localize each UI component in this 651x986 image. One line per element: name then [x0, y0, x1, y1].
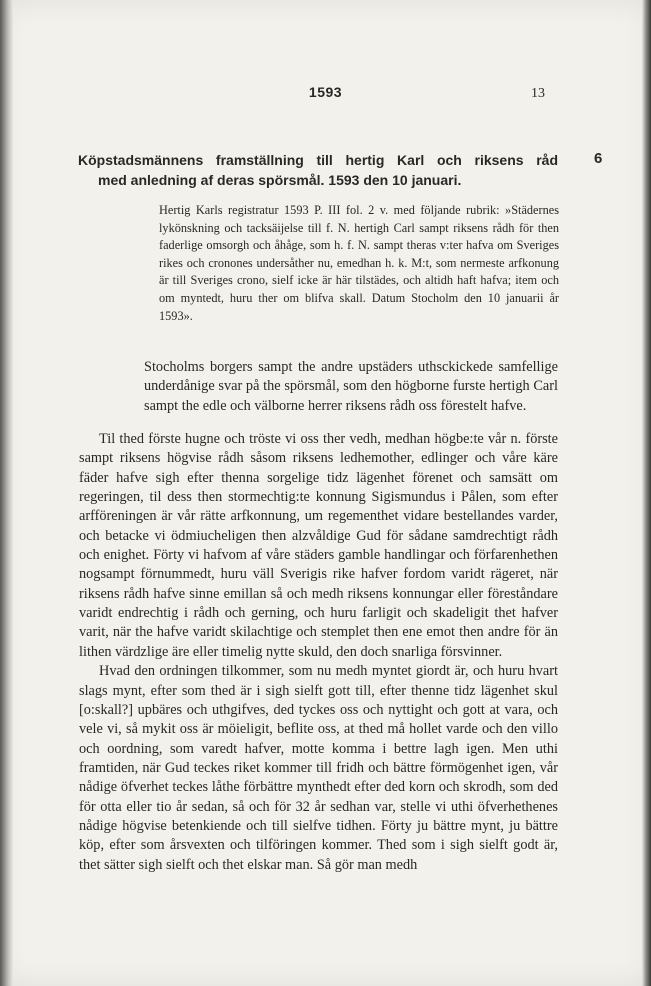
body-paragraph-1: Til thed förste hugne och tröste vi oss ther vedh, medhan högbe:te vår n. förste sampt riksens högvise rådh såsom riksens ledhemother, edlinger och våre käre fäder hafve sigh efter thenna sorgelige tidz lägenhet förenet och samsätt om regeringen, til dess then stormechtig:te konnung Sigismundus i Pålen, som efter arfföreningen är vår rätte arfkonnung, um regementhet vidare bestellandes varder, och betacke vi ödmiucheligen then alzvåldige Gud för sådane samdrechtigt rådh och enighet. Förty vi hafvom af våre städers gamble handlingar och förfarenhethen nogsampt förnummedt, huru väll Sverigis rike hafver fordom varidt rägeret, när riksens rådh hafve sinne emillan så och medh riksens konnungar eller föreståndare varidt endrechtig i rådh och gerning, och huru farligit och skadeligit thet hafver varit, när the hafve varidt skilachtige och stemplet then ene emot then andre för än lithen värdzlige äre eller timelig nytte skuld, den doch snarliga försvinner. [79, 431, 558, 660]
heading-line-2: med anledning af deras spörsmål. 1593 den 10 januari. [98, 172, 462, 188]
heading-line-1: Köpstadsmännens framställning till hertig Karl och riksens råd [78, 152, 558, 168]
document-body [79, 358, 558, 875]
page-number: 13 [531, 86, 545, 101]
running-header-year: 1593 [308, 84, 343, 100]
intro-paragraph: Stocholms borgers sampt the andre upstäders uthsckickede samfellige underdånige svar på the spörsmål, som den högborne furste hertigh Carl sampt the edle och välborne herrer riksens rådh oss förestelt hafve. [144, 359, 558, 414]
source-note: Hertig Karls registratur 1593 P. III fol. 2 v. med följande rubrik: »Städernes lykönskning och tacksäijelse till f. N. hertigh Carl sampt riksens rådh för then faderlige omsorgh och åhåge, som h. f. N. sampt theras v:ter hafva om Sveriges rikes och cronones undersåther nu, emedhan h. k. M:t, som nermeste arfkonung är till Sveriges crono, sielf icke är här tilstädes, och altidh haft hafva; item och om myntedt, huru ther om blifva skall. Datum Stocholm den 10 januarii år 1593». [159, 203, 559, 323]
paragraph-gap [79, 416, 558, 430]
body-paragraph-2: Hvad den ordningen tilkommer, som nu medh myntet giordt är, och huru hvart slags mynt, efter som thed är i sigh sielft gott till, efter thenne tidz lägenhet skul [o:skall?] upbäres och uthgifves, ded tyckes oss och nyttight och gott at vara, och vele vi, så mykit oss är möieligit, beflite oss, at thed må hollet varde och den villo och oordning, som varedt hafver, motte komma i bettre lagh igen. Men uthi framtiden, när Gud teckes riket kommer till fridh och bättre förmögenhet igen, vår nådige öfverhet teckes låthe förbättre mynthedt efter ded korn och skrodh, som ded för otta eller tio år sedan, så och för 32 år sedhan var, stelle vi uthi öfverhethenes nådige högvise betenkiende och till sielfve tidhen. Förty ju bättre mynt, ju bättre köp, efter som årsvexten och tilföringen kommer. Thed som i sigh sielft godt är, thet sätter sigh sielft och thet elskar man. Så gör man medh [79, 663, 558, 873]
document-number: 6 [594, 150, 603, 167]
document-heading [78, 150, 558, 190]
page-left-edge-shadow [0, 0, 13, 986]
page-right-edge-shadow [642, 0, 651, 986]
